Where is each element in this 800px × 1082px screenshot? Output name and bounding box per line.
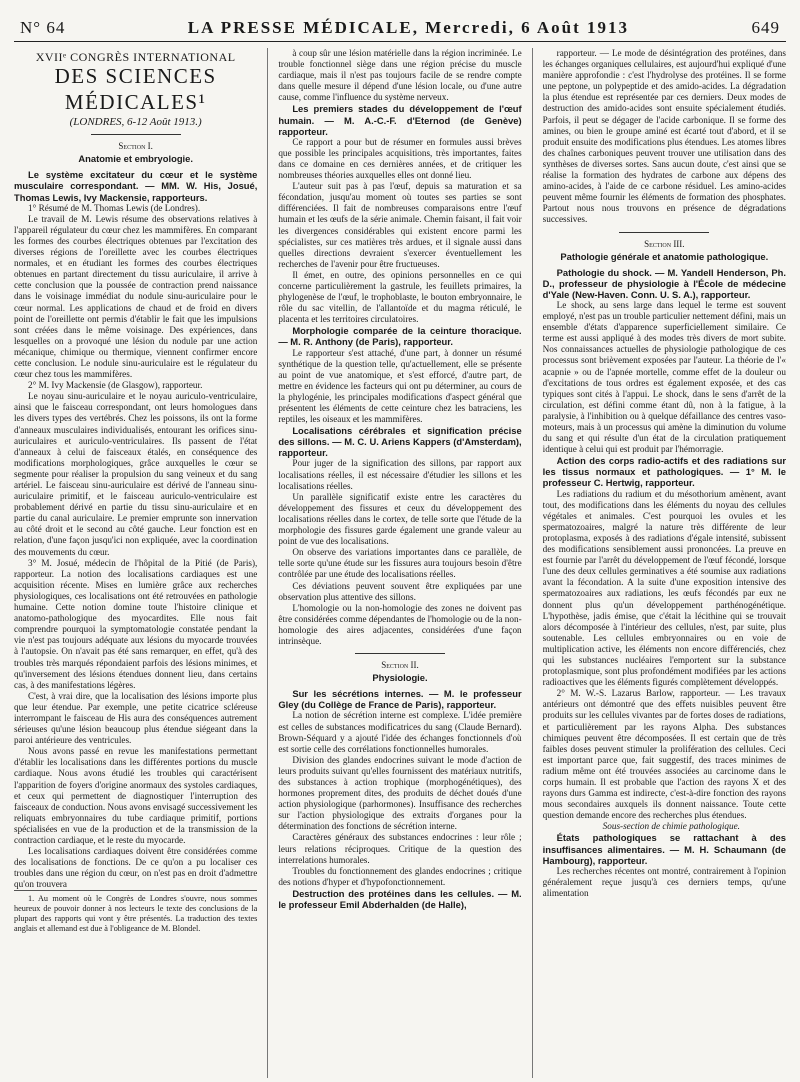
divider — [91, 134, 181, 135]
paragraph: On observe des variations importantes dans ce parallèle, de telle sorte qu'une étude sur les fissures aura toujours besoin d'être contrôlée par une étude des localisations réelles. — [278, 547, 522, 580]
paragraph: 3° M. Josué, médecin de l'hôpital de la Pitié (de Paris), rapporteur. La notion des localisations cardiaques est une acquisition récente. Mises en lumière grâce aux recherches physiologiques, ces localisations ont été retrouvées en pathologie humaine. Cette notion domine toute l'histoire clinique et anatomo-pathologique des myocardites. Elle nous fait comprendre pourquoi la symptomatologie constatée pendant la vie n'est pas toujours adéquate aux lésions du myocarde trouvées à l'autopsie. On n'avait pas été sans remarquer, en effet, qu'à des troubles très marqués répondaient parfois des lésions minimes, et qu'inversement des lésions étendues donnent lieu, dans certains cas, à des manifestations légères. — [14, 557, 258, 690]
section-title: Physiologie. — [372, 672, 428, 684]
section-title: Anatomie et embryologie. — [78, 153, 193, 165]
article-heading: Le système excitateur du cœur et le système musculaire correspondant. — MM. W. His, Josué, Thomas Lewis, Ivy Mackensie, rapporteurs. — [14, 169, 258, 203]
paragraph: 1° Résumé de M. Thomas Lewis (de Londres). — [28, 202, 201, 213]
footnote: 1. Au moment où le Congrès de Londres s'ouvre, nous sommes heureux de pouvoir donner à nos lecteurs le texte des conclusions de la plupart des rapports qui vont y être présentés. La traduction des textes anglais et allemand est due à l'obligeance de M. Blondel. — [14, 890, 257, 934]
paragraph: C'est, à vrai dire, que la localisation des lésions importe plus que leur étendue. Par exemple, une petite cicatrice scléreuse interrompant le faisceau de His aura des conséquences autrement sérieuses qu'une lésion beaucoup plus étendue siégeant dans la paroi antérieure des ventricules. — [14, 690, 258, 746]
paragraph: Troubles du fonctionnement des glandes endocrines ; critique des notions d'hyper et d'hypofonctionnement. — [278, 865, 522, 887]
section-title: Pathologie générale et anatomie pathologique. — [560, 250, 769, 262]
column-3 — [543, 48, 786, 1078]
article-heading: Pathologie du shock. — M. Yandell Henderson, Ph. D., professeur de physiologie à l'École de médecine d'Yale (New-Haven. Conn. U. S. A.), rapporteur. — [542, 266, 786, 300]
paragraph: Le noyau sinu-auriculaire et le noyau auriculo-ventriculaire, ainsi que le faisceau correspondant, ont leurs homologues dans les divers types des vertébrés. Chez les poissons, ils ont la forme d'anneaux musculaires individualisés, entourant les orifices sinu-auriculaires et auriculo-ventriculaires. Ils passent de l'état d'anneaux à celui de faisceaux étalés, en conséquence des modifications morphologiques, grâce auxquelles le cœur se segmente pour réaliser la propulsion du sang veineux et du sang artériel. Le faisceau sinu-auriculaire est dérivé de l'anneau sinu-auriculaire primitif, et le faisceau auriculo-ventriculaire est probablement dérivé en partie du tissu sinu-auriculaire et en partie du canal auriculaire. Le premier emprunte son innervation au côté droit et le second au côté gauche. Leur fonction est en relation, d'une façon jusqu'ici non expliquée, avec la coordination des mouvements du cœur. — [14, 391, 258, 557]
article-heading: États pathologiques se rattachant à des insuffisances alimentaires. — M. H. Schaumann (de Hambourg), rapporteur. — [542, 832, 786, 866]
column-2 — [278, 48, 521, 1078]
column-rule — [267, 48, 268, 1078]
paragraph: Le shock, au sens large dans lequel le terme est souvent employé, n'est pas un trouble particulier nettement défini, mais un ensemble d'états d'apparence superficiellement similaire. Ce terme est aussi appliqué à des modes très divers de mort subite. Nos connaissances actuelles de physiologie pathologique de ces processus sont brièvement exposées par l'auteur. La théorie de l'« acapnie » ou de l'apnée mortelle, comme effet de la douleur ou d'excitations de tous ordres est également exposée, et des cas typiques sont cités à l'appui. Le shock, dans le sens d'arrêt de la circulation, est défini comme étant dû, non à la fatigue, à la paralysie, à l'inhibition ou à quelque défaillance des centres vaso-moteurs, mais à un processus qui amène la diminution du volume du sang et qui résulte d'un état de la circulation pratiquement identique à celui qui est produit par l'hémorragie. — [542, 299, 786, 455]
article-heading: Morphologie comparée de la ceinture thoracique. — M. R. Anthony (de Paris), rapporteur. — [278, 325, 522, 348]
paragraph: 2° M. W.-S. Lazarus Barlow, rapporteur. — Les travaux antérieurs ont démontré que des effets nuisibles peuvent être produits sur les cellules vivantes par de fortes doses de radiations, et particulièrement par les rayons Alpha. Des substances chimiques peuvent être décomposées. Il est certain que de très faibles doses peuvent stimuler la prolifération des cellules. Ceci est important parce que, fait suggestif, des traces minimes de radium même ont été trouvées associées au carcinome dans le corps humain. Il est probable que l'action des rayons X et des rayons durs Gamma est indirecte, c'est-à-dire fonction des rayons mous secondaires auxquels ils donnent naissance. Toute cette question demande encore des recherches plus étendues. — [542, 688, 786, 821]
section-label: Section III. — [644, 238, 685, 249]
article-heading: Destruction des protéines dans les cellules. — M. le professeur Emil Abderhalden (de Halle), — [278, 887, 522, 911]
paragraph: à coup sûr une lésion matérielle dans la région incriminée. Le trouble fonctionnel siège dans une région précise du muscle cardiaque, mais il n'est pas toujours facile de se rendre compte dans quelle mesure il dépend d'une lésion locale, ou d'une autre cause, comme l'influence du système nerveux. — [278, 48, 522, 103]
paragraph: Le travail de M. Lewis résume des observations relatives à l'appareil régulateur du cœur chez les mammifères. En comparant les formes des courbes électriques obtenues par l'excitation des diverses régions de l'oreillette avec les courbes électriques normales, et en étudiant les formes des courbes électriques obtenues en partant directement du tissu auriculaire, il arrive à cette conclusion que la poussée de contraction prend naissance dans le voisinage immédiat du nodule sinu-auriculaire pour le cœur normal. Les applications de chaud et de froid en divers point de l'oreillette ont permis d'établir le fait que les impulsions sont créées dans le même voisinage. Des expériences, dans lesquelles on a provoqué une lésion du nodule par une action mécanique, chimique ou thermique, viennent confirmer encore cette conclusion. Le nodule sinu-auriculaire est le régulateur du cœur chez tous les mammifères. — [14, 213, 258, 380]
article-heading: Localisations cérébrales et signification précise des sillons. — M. C. U. Ariens Kappers (d'Amsterdam), rapporteur. — [278, 425, 522, 459]
journal-title: LA PRESSE MÉDICALE, Mercredi, 6 Août 1913 — [187, 18, 630, 37]
paragraph: Nous avons passé en revue les manifestations permettant d'établir les localisations dans les différentes portions du muscle cardiaque. Nous avons étudié les troubles qui caractérisent l'apparition de foyers d'origine anormaux des systoles cardiaques, et ceux qui permettent de diagnostiquer l'interruption des faisceaux de conduction. Nous avons envisagé successivement les reliquats embryonnaires du tube cardiaque primitif, portions spécialisées en vue de la production et de la transmission de la contraction cardiaque, et le reste du myocarde. — [14, 746, 258, 845]
issue-number: N° 64 — [20, 18, 66, 37]
column-rule — [532, 48, 533, 1078]
subsection-title: Sous-section de chimie pathologique. — [602, 821, 740, 832]
paragraph: 2° M. Ivy Mackensie (de Glasgow), rapporteur. — [28, 380, 203, 391]
paragraph: rapporteur. — Le mode de désintégration des protéines, dans les échanges organiques cellulaires, est aujourd'hui expliqué d'une manière approfondie : c'est l'hydrolyse des protéines. Il se forme une peptone, un polypeptide et des amido-acides. La dégradation la plus étendue est représentée par ces derniers. Deux modes de destruction des amido-acides sont ensuite spécialement étudiés. Parfois, il peut se dégager de l'acide carbonique. Il se forme des amines, ou bien le groupe aminé est écarté tout d'abord, et il se produit ensuite des modifications plus étendues. Les atomes libres des chaînes carboniques peuvent trouver une utilisation dans des synthèses de diverses sortes. Sans aucun doute, c'est ainsi que se réalise la formation des hydrates de carbone aux dépens des amino-acides, à l'aide de ce carbone résiduel. Les amino-acides peuvent même fournir les éléments de formation des phosphates. Partout nous nous trouvons en présence de dégradations successives. — [542, 48, 786, 225]
divider — [355, 653, 445, 654]
article-heading: Les premiers stades du développement de l'œuf humain. — M. A.-C.-F. d'Eternod (de Genève) rapporteur. — [278, 103, 522, 137]
paragraph: Il émet, en outre, des opinions personnelles en ce qui concerne particulièrement la gastrule, les feuillets primaires, la phylogenèse de l'œuf, le trophoblaste, le bouton embryonnaire, le rôle du sac vitellin, de l'allantoïde et du magma réticulé, le placenta et les territoires circulatoires. — [278, 269, 522, 325]
paragraph: Les radiations du radium et du mésothorium amènent, avant tout, des modifications dans les éléments du noyau des cellules végétales et animales. C'est pourquoi les ovules et les spermatozoaires, malgré la nature très différente de leur protoplasma, exposés à des radiations d'égale intensité, subissent des modifications sensiblement aussi prononcées. La preuve en est fournie par l'arrêt du développement de l'œuf fécondé, lorsque l'une des deux cellules germinatives a été soumise aux radiations avant la fécondation. A la suite d'une exposition intensive des spermatozoaires aux radiations, les œufs fécondés par eux ne donnent plus qu'un développement parthénogénétique. L'hypothèse, jadis émise, que c'était la lécithine qui se trouvait alors décomposée à l'intérieur des cellules, n'est, par suite, plus soutenable. Les cellules embryonnaires ou en voie de multiplication active, les éléments non encore différenciés, chez qui les substances nucléaires l'emportent sur la substance protoplasmique, sont plus profondément modifiées par les actions radioactives que les éléments figurés complètement développés. — [542, 488, 786, 688]
paragraph: Les localisations cardiaques doivent être considérées comme des localisations de fonctions. De ce qu'on a pu localiser ces troubles dans une région du cœur, on n'est pas en droit d'admettre qu'on trouvera — [14, 846, 258, 890]
paragraph: L'homologie ou la non-homologie des zones ne doivent pas être considérées comme dépendantes de l'homologie ou de la non-homologie des aires adjacentes, considérées d'une façon intrinsèque. — [278, 602, 522, 646]
paragraph: Ces déviations peuvent souvent être expliquées par une observation plus attentive des sillons. — [278, 580, 522, 602]
congress-place: (LONDRES, 6-12 Août 1913.) — [69, 116, 202, 129]
paragraph: La notion de sécrétion interne est complexe. L'idée première est celles de substances modificatrices du sang (Claude Bernard). Brown-Séquard y a ajouté l'idée des échanges fonctionnels d'où est sortie celle des corrélations fonctionnelles humorales. — [278, 710, 522, 754]
congress-title-line2: DES SCIENCES MÉDICALES¹ — [54, 64, 217, 115]
paragraph: Un parallèle significatif existe entre les caractères du développement des fissures et ceux du développement des localisations réelles dans le cortex, de telle sorte que l'étude de la morphologie des fissures garde également une grande valeur au point de vue des localisations. — [278, 491, 522, 547]
article-heading: Action des corps radio-actifs et des radiations sur les tissus normaux et pathologiques. — 1° M. le professeur C. Hertwig, rapporteur. — [542, 455, 786, 489]
divider — [619, 232, 709, 233]
article-heading: Sur les sécrétions internes. — M. le professeur Gley (du Collège de France de Paris), rapporteur. — [278, 688, 522, 711]
section-label: Section I. — [118, 141, 153, 152]
paragraph: Ce rapport a pour but de résumer en formules aussi brèves que possible les principales acquisitions, très importantes, faites dans ce domaine en ces dernières années, et de critiquer les nombreuses théories auxquelles elles ont donné lieu. — [278, 136, 522, 181]
congress-title-line1: XVIIᵉ CONGRÈS INTERNATIONAL — [35, 50, 236, 64]
page-number: 649 — [751, 18, 780, 37]
paragraph: Caractères généraux des substances endocrines : leur rôle ; leurs relations réciproques. Critique de la question des interrelations humorales. — [278, 832, 522, 865]
paragraph: Pour juger de la signification des sillons, par rapport aux localisations réelles, il est nécessaire d'étudier les sillons et les localisations réelles. — [278, 458, 522, 491]
paragraph: L'auteur suit pas à pas l'œuf, depuis sa maturation et sa fécondation, jusqu'au moment où toutes ses parties se sont différenciées. Il fait de nombreuses comparaisons entre l'œuf humain et les œufs de la série animale. Chemin faisant, il fait voir les divergences considérables qui existent encore parmi les spécialistes, sur ces matières très ardues, et il signale aussi dans quelles directions devraient s'exercer éventuellement les recherches de l'avenir pour être fructueuses. — [278, 181, 522, 269]
column-1 — [14, 48, 257, 1078]
page-header — [14, 18, 786, 42]
paragraph: Les recherches récentes ont montré, contrairement à l'opinion généralement reçue jusqu'à ces derniers temps, qu'une alimentation — [542, 865, 786, 898]
paragraph: Division des glandes endocrines suivant le mode d'action de leurs produits suivant qu'elles fournissent des matériaux nutritifs, des substances à action trophique (morphogénétiques), des hormones proprement dites, des produits de déchet doués d'une action physiologique (parhormones). Insuffisance des recherches sur l'action physiologique des extraits d'organes pour la détermination des fonctions de sécrétion interne. — [278, 754, 522, 832]
section-label: Section II. — [381, 660, 419, 671]
paragraph: Le rapporteur s'est attaché, d'une part, à donner un résumé synthétique de la question telle, qu'actuellement, elle se présente au point de vue anatomique, et s'est efforcé, d'autre part, de mettre en évidence les facteurs qui ont pu déterminer, au cours de la phylogénie, les principales modifications d'aspect général que présentent les éléments de cette ceinture chez les batraciens, les reptiles, les oiseaux et les mammifères. — [278, 347, 522, 425]
